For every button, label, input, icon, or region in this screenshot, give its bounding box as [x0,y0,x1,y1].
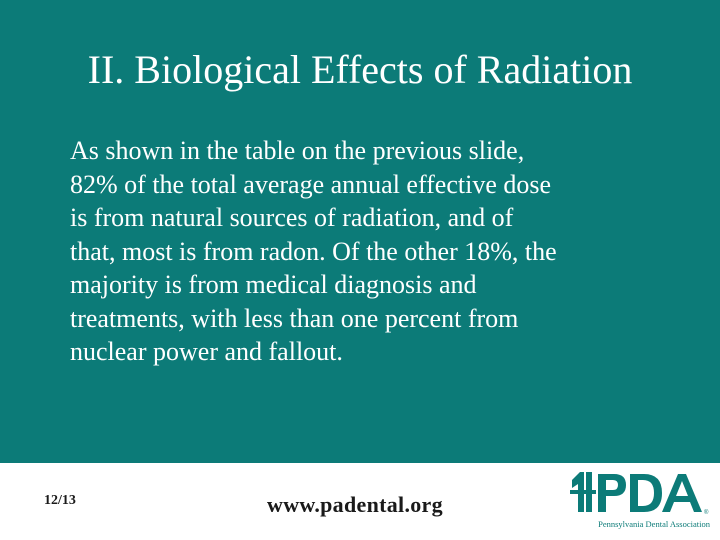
body-line: As shown in the table on the previous slide, [70,136,525,165]
slide-title: II. Biological Effects of Radiation [87,47,633,92]
logo-caption: Pennsylvania Dental Association [598,519,710,529]
footer-date: 12/13 [44,493,76,508]
body-line: 82% of the total average annual effective dose [70,169,552,199]
pda-logo [570,470,710,532]
body-line: that, most is from radon. Of the other 18%, the [70,236,557,266]
body-line: treatments, with less than one percent from [70,303,519,333]
footer-url-link[interactable]: www.padental.org [267,492,443,517]
body-line: nuclear power and fallout. [70,337,343,366]
body-line: is from natural sources of radiation, and of [70,203,514,232]
body-line: majority is from medical diagnosis and [70,270,477,299]
pda-logo-mark-icon [570,470,710,520]
slide-body-text [70,134,690,369]
registered-mark: ® [704,510,709,516]
